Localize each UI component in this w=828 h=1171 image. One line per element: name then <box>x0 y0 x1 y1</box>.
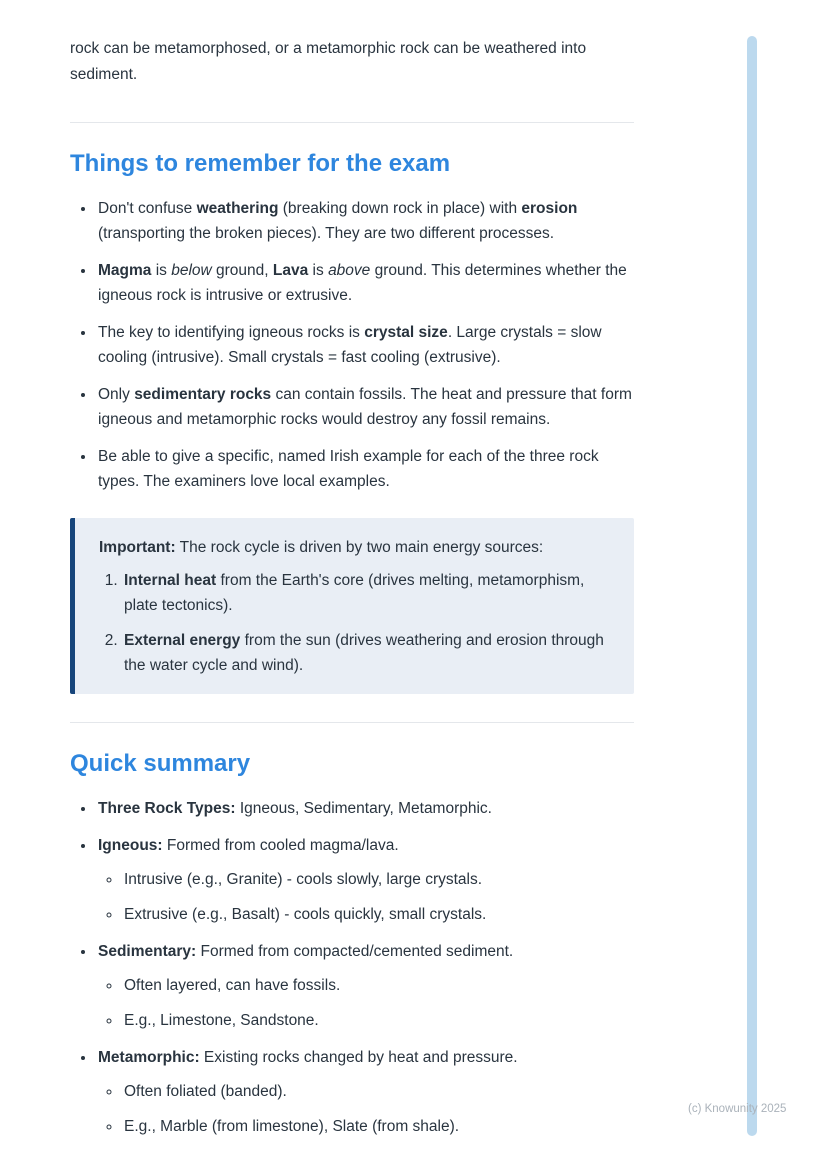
sub-list <box>98 867 634 927</box>
text-segment: below <box>171 262 212 279</box>
callout-lead <box>99 535 608 560</box>
text-segment: Metamorphic: <box>98 1049 200 1066</box>
section-title-quick-summary: Quick summary <box>70 750 251 777</box>
text-segment: erosion <box>521 200 578 217</box>
text-segment: weathering <box>196 200 279 217</box>
sub-list-item <box>122 1114 634 1139</box>
text-segment: Only <box>98 386 135 403</box>
list-item <box>96 796 634 821</box>
sub-list-item <box>122 1079 634 1104</box>
sub-list-item <box>122 973 634 998</box>
list-item <box>96 196 634 246</box>
document-content <box>70 36 634 1151</box>
sub-list-item <box>122 1008 634 1033</box>
text-segment: Formed from compacted/cemented sediment. <box>196 943 514 960</box>
section-divider <box>70 122 634 123</box>
text-segment: is <box>308 262 329 279</box>
list-item <box>122 628 608 678</box>
text-segment: The key to identifying igneous rocks is <box>98 324 365 341</box>
scrollbar-thumb[interactable] <box>747 36 757 1136</box>
intro-paragraph: rock can be metamorphosed, or a metamorphic rock can be weathered into sediment. <box>70 40 587 83</box>
text-segment: Be able to give a specific, named Irish example for each of the three rock types. The examiners love local examples. <box>98 448 599 490</box>
text-segment: Three Rock Types: <box>98 800 236 817</box>
section-divider <box>70 722 634 723</box>
text-segment: from the sun (drives weathering and erosion through the water cycle and wind). <box>124 632 604 674</box>
text-segment: External energy <box>124 632 241 649</box>
text-segment: Important: <box>99 539 176 556</box>
section-title-exam-tips: Things to remember for the exam <box>70 150 451 177</box>
list-item <box>96 1045 634 1139</box>
text-segment: ground, <box>211 262 273 279</box>
text-segment: (breaking down rock in place) with <box>278 200 522 217</box>
text-segment: Magma <box>98 262 152 279</box>
text-segment: Igneous: <box>98 837 163 854</box>
text-segment: Igneous, Sedimentary, Metamorphic. <box>235 800 492 817</box>
list-item <box>96 939 634 1033</box>
quick-summary-list <box>70 796 634 1139</box>
text-segment: Extrusive (e.g., Basalt) - cools quickly, small crystals. <box>124 906 487 923</box>
text-segment: (transporting the broken pieces). They are two different processes. <box>98 225 555 242</box>
sub-list-item <box>122 867 634 892</box>
text-segment: Often layered, can have fossils. <box>124 977 341 994</box>
list-item <box>96 444 634 494</box>
text-segment: Lava <box>272 262 309 279</box>
list-item <box>122 568 608 618</box>
text-segment: Intrusive (e.g., Granite) - cools slowly, large crystals. <box>124 871 483 888</box>
text-segment: crystal size <box>364 324 448 341</box>
energy-sources-list <box>99 568 608 678</box>
list-item <box>96 320 634 370</box>
exam-tips-list <box>70 196 634 494</box>
text-segment: . Large crystals = slow cooling (intrusive). Small crystals = fast cooling (extrusive). <box>98 324 602 366</box>
text-segment: above <box>328 262 371 279</box>
text-segment: E.g., Marble (from limestone), Slate (from shale). <box>124 1118 460 1135</box>
text-segment: sedimentary rocks <box>134 386 272 403</box>
list-item <box>96 382 634 432</box>
text-segment: Don't confuse <box>98 200 197 217</box>
copyright-footer: (c) Knowunity 2025 <box>688 1103 787 1115</box>
sub-list <box>98 1079 634 1139</box>
text-segment: Formed from cooled magma/lava. <box>162 837 399 854</box>
text-segment: Often foliated (banded). <box>124 1083 287 1100</box>
text-segment: from the Earth's core (drives melting, metamorphism, plate tectonics). <box>124 572 585 614</box>
text-segment: The rock cycle is driven by two main energy sources: <box>175 539 544 556</box>
important-callout <box>70 518 634 694</box>
sub-list-item <box>122 902 634 927</box>
list-item <box>96 833 634 927</box>
text-segment: can contain fossils. The heat and pressure that form igneous and metamorphic rocks would destroy any fossil remains. <box>98 386 632 428</box>
text-segment: ground. This determines whether the igneous rock is intrusive or extrusive. <box>98 262 627 304</box>
sub-list <box>98 973 634 1033</box>
text-segment: Internal heat <box>124 572 217 589</box>
text-segment: E.g., Limestone, Sandstone. <box>124 1012 319 1029</box>
text-segment: Sedimentary: <box>98 943 197 960</box>
text-segment: Existing rocks changed by heat and pressure. <box>199 1049 518 1066</box>
list-item <box>96 258 634 308</box>
text-segment: is <box>151 262 172 279</box>
